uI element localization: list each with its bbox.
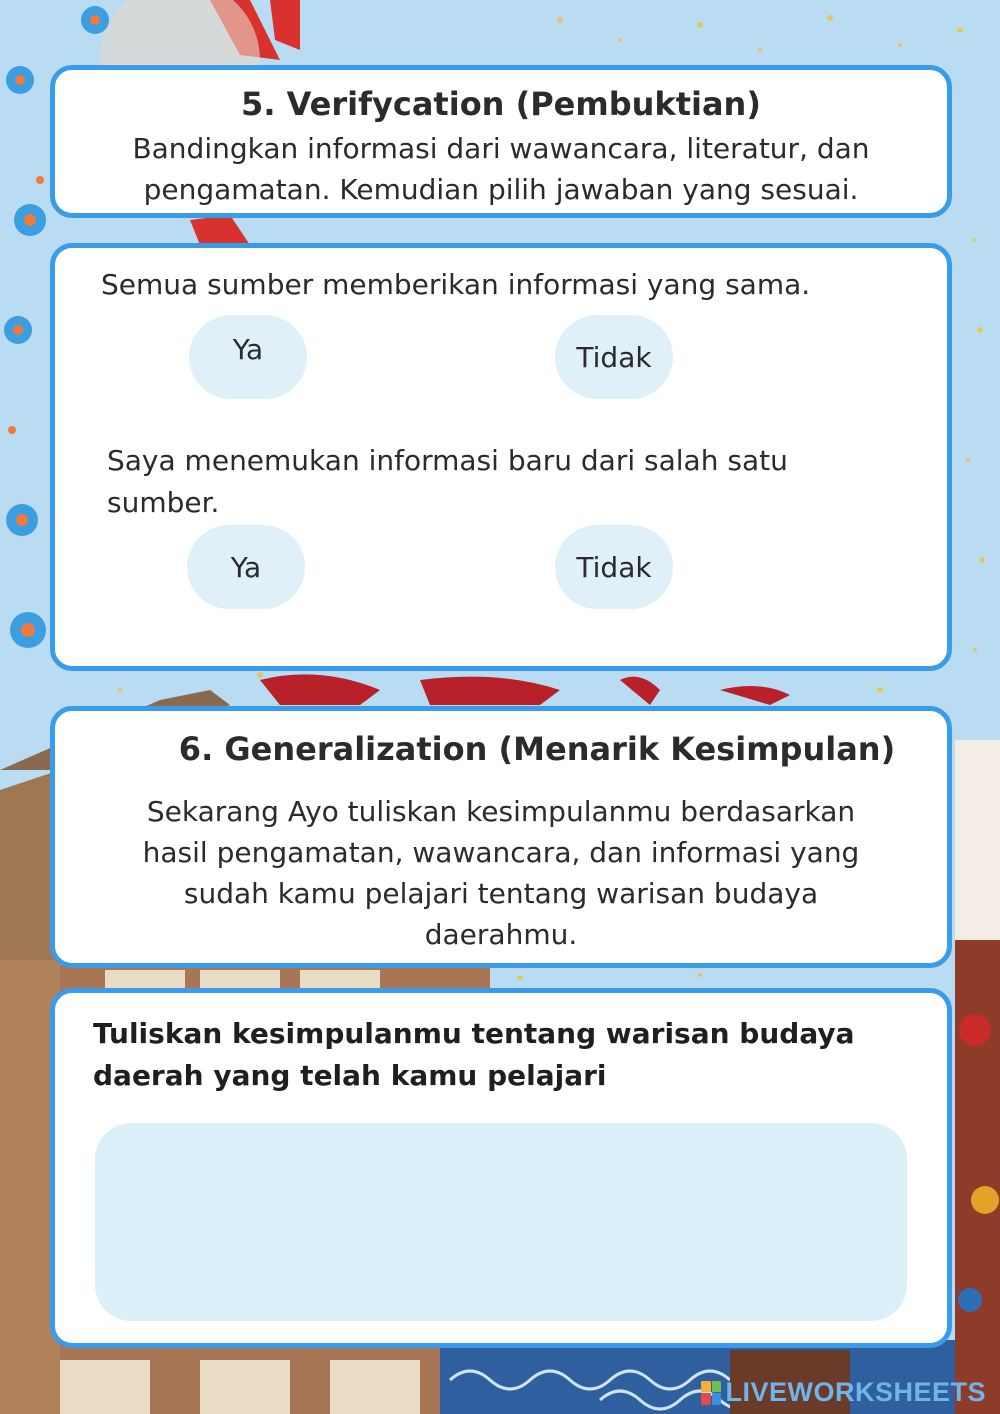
verification-title: 5. Verifycation (Pembuktian) bbox=[241, 85, 761, 123]
conclusion-answer-input[interactable] bbox=[95, 1123, 907, 1321]
question-1-ya-button[interactable]: Ya bbox=[189, 315, 307, 399]
liveworksheets-brand bbox=[701, 1377, 986, 1408]
conclusion-prompt-line-2: daerah yang telah kamu pelajari bbox=[93, 1059, 607, 1092]
question-1-text: Semua sumber memberikan informasi yang sama. bbox=[101, 268, 811, 301]
conclusion-card bbox=[50, 988, 952, 1348]
generalization-text-line-3: sudah kamu pelajari tentang warisan budaya bbox=[183, 877, 819, 910]
generalization-title: 6. Generalization (Menarik Kesimpulan) bbox=[178, 730, 896, 768]
generalization-card bbox=[50, 706, 952, 968]
brand-name: LIVEWORKSHEETS bbox=[725, 1377, 986, 1407]
verification-instruction-line-2: pengamatan. Kemudian pilih jawaban yang sesuai. bbox=[143, 173, 859, 206]
generalization-text-line-4: daerahmu. bbox=[424, 918, 578, 951]
generalization-text-line-1: Sekarang Ayo tuliskan kesimpulanmu berdasarkan bbox=[146, 795, 856, 828]
verification-questions-card bbox=[50, 243, 952, 671]
question-1-tidak-button[interactable]: Tidak bbox=[555, 315, 673, 399]
liveworksheets-logo-icon bbox=[701, 1381, 721, 1405]
conclusion-prompt bbox=[93, 1013, 913, 1097]
verification-instruction-line-1: Bandingkan informasi dari wawancara, literatur, dan bbox=[132, 132, 870, 165]
question-2-text-line-1: Saya menemukan informasi baru dari salah satu bbox=[107, 444, 788, 477]
question-2-ya-button[interactable]: Ya bbox=[187, 525, 305, 609]
question-2-text-line-2: sumber. bbox=[107, 486, 220, 519]
question-2-tidak-button[interactable]: Tidak bbox=[555, 525, 673, 609]
conclusion-prompt-line-1: Tuliskan kesimpulanmu tentang warisan budaya bbox=[93, 1017, 855, 1050]
verification-header-card bbox=[50, 65, 952, 218]
generalization-text-line-2: hasil pengamatan, wawancara, dan informasi yang bbox=[142, 836, 860, 869]
